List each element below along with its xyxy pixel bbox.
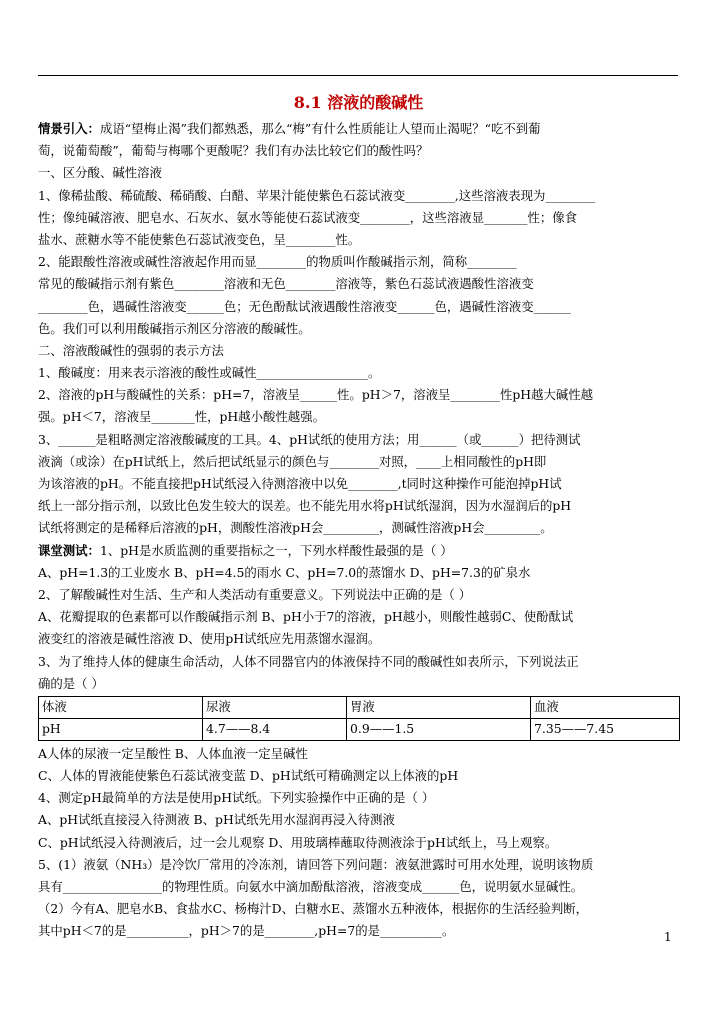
q4-line: 4、测定pH最简单的方法是使用pH试纸。下列实验操作中正确的是（ ）	[38, 790, 435, 806]
intro-line-1	[38, 118, 680, 140]
page-number: 1	[664, 930, 672, 944]
section1-line: ________色，遇碱性溶液变______色；无色酚酞试液遇酸性溶液变______色，遇碱性溶液变______	[38, 298, 571, 314]
section2-line: 3、______是粗略测定溶液酸碱度的工具。4、pH试纸的使用方法；用______（或______）把待测试	[38, 431, 581, 447]
q3-line: 3、为了维持人体的健康生命活动，人体不同器官内的体液保持不同的酸碱性如表所示，下列说法正	[38, 653, 579, 669]
table-cell: 0.9——1.5	[347, 718, 531, 740]
section1-line: 色。我们可以利用酸碱指示剂区分溶液的酸碱性。	[38, 320, 311, 336]
q2-line: A、花瓣提取的色素都可以作酸碱指示剂 B、pH小于7的溶液，pH越小，则酸性越弱C、使酚酞试	[38, 609, 574, 625]
q3-option-line: A人体的尿液一定呈酸性 B、人体血液一定呈碱性	[38, 745, 308, 761]
ph-table	[38, 696, 680, 741]
table-cell: pH	[39, 718, 203, 740]
q5-line: （2）今有A、肥皂水B、食盐水C、杨梅汁D、白糖水E、蒸馏水五种液体，根据你的生活经验判断，	[38, 901, 589, 917]
q3-option-line: C、人体的胃液能使紫色石蕊试液变蓝 D、pH试纸可精确测定以上体液的pH	[38, 768, 459, 784]
section2-line: 1、酸碱度：用来表示溶液的酸性或碱性__________________。	[38, 365, 381, 381]
q4-line: A、pH试纸直接浸入待测液 B、pH试纸先用水湿润再浸入待测液	[38, 812, 395, 828]
test-q1	[38, 540, 680, 562]
section2-line: 纸上一部分指示剂，以致比色发生较大的误差。也不能先用水将pH试纸湿润，因为水湿润后的pH	[38, 498, 572, 514]
q5-line: 具有________________的物理性质。向氨水中滴加酚酞溶液，溶液变成______色，说明氨水显碱性。	[38, 879, 584, 894]
table-header-cell: 血液	[531, 696, 680, 718]
header-rule	[38, 75, 678, 76]
section1-heading: 一、区分酸、碱性溶液	[38, 165, 162, 181]
q2-line: 2、了解酸碱性对生活、生产和人类活动有重要意义。下列说法中正确的是（ ）	[38, 586, 472, 602]
section2-line: 液滴（或涂）在pH试纸上，然后把试纸显示的颜色与________对照，____上相同酸性的pH即	[38, 453, 547, 469]
q1-options: A、pH=1.3的工业废水 B、pH=4.5的雨水 C、pH=7.0的蒸馏水 D、pH=7.3的矿泉水	[38, 564, 531, 580]
section1-line: 2、能跟酸性溶液或碱性溶液起作用而显________的物质叫作酸碱指示剂，简称________	[38, 254, 517, 270]
table-header-cell: 体液	[39, 696, 203, 718]
section2-line: 强。pH＜7，溶液呈_______性，pH越小酸性越强。	[38, 409, 325, 425]
section1-line: 1、像稀盐酸、稀硫酸、稀硝酸、白醋、苹果汁能使紫色石蕊试液变________,这些溶液表现为________	[38, 187, 596, 203]
test-label: 课堂测试：	[38, 542, 100, 558]
q5-line: 其中pH＜7的是__________，pH＞7的是________,pH=7的是__________。	[38, 923, 455, 939]
q1-text: 1、pH是水质监测的重要指标之一，下列水样酸性最强的是（ ）	[99, 542, 453, 558]
section2-line: 为该溶液的pH。不能直接把pH试纸浸入待测溶液中以免________,t同时这种操作可能泡掉pH试	[38, 476, 562, 491]
table-cell: 7.35——7.45	[531, 718, 680, 740]
q4-line: C、pH试纸浸入待测液后，过一会儿观察 D、用玻璃棒蘸取待测液涂于pH试纸上，马上观察。	[38, 834, 558, 850]
section2-line: 2、溶液的pH与酸碱性的关系：pH=7，溶液呈______性。pH＞7，溶液呈________性pH越大碱性越	[38, 387, 594, 403]
section1-line: 常见的酸碱指示剂有紫色________溶液和无色________溶液等，紫色石蕊试液遇酸性溶液变	[38, 276, 534, 292]
intro-label: 情景引入：	[38, 121, 100, 136]
q5-line: 5、(1）液氨（NH₃）是冷饮厂常用的冷冻剂，请回答下列问题：液氨泄露时可用水处理，说明该物质	[38, 856, 594, 872]
intro-text: 成语“望梅止渴”我们都熟悉，那么“梅”有什么性质能让人望而止渴呢？“吃不到葡	[99, 121, 541, 136]
page-title: 8.1 溶液的酸碱性	[293, 93, 424, 112]
section1-line: 性；像纯碱溶液、肥皂水、石灰水、氨水等能使石蕊试液变________，这些溶液显_______性；像食	[38, 209, 577, 225]
table-cell: 4.7——8.4	[203, 718, 347, 740]
section1-line: 盐水、蔗糖水等不能使紫色石蕊试液变色，呈________性。	[38, 231, 361, 247]
table-header-row	[39, 696, 680, 718]
intro-line-2: 萄，说葡萄酸”，葡萄与梅哪个更酸呢？我们有办法比较它们的酸性吗？	[38, 143, 429, 159]
document-body	[38, 118, 680, 943]
table-header-cell: 尿液	[203, 696, 347, 718]
q3-line: 确的是（ ）	[38, 675, 104, 691]
section2-line: 试纸将测定的是稀释后溶液的pH，测酸性溶液pH会_________，测碱性溶液pH会_________。	[38, 520, 553, 536]
q2-line: 液变红的溶液是碱性溶液 D、使用pH试纸应先用蒸馏水湿润。	[38, 631, 381, 647]
table-header-cell: 胃液	[347, 696, 531, 718]
section2-heading: 二、溶液酸碱性的强弱的表示方法	[38, 342, 224, 358]
table-row	[39, 718, 680, 740]
